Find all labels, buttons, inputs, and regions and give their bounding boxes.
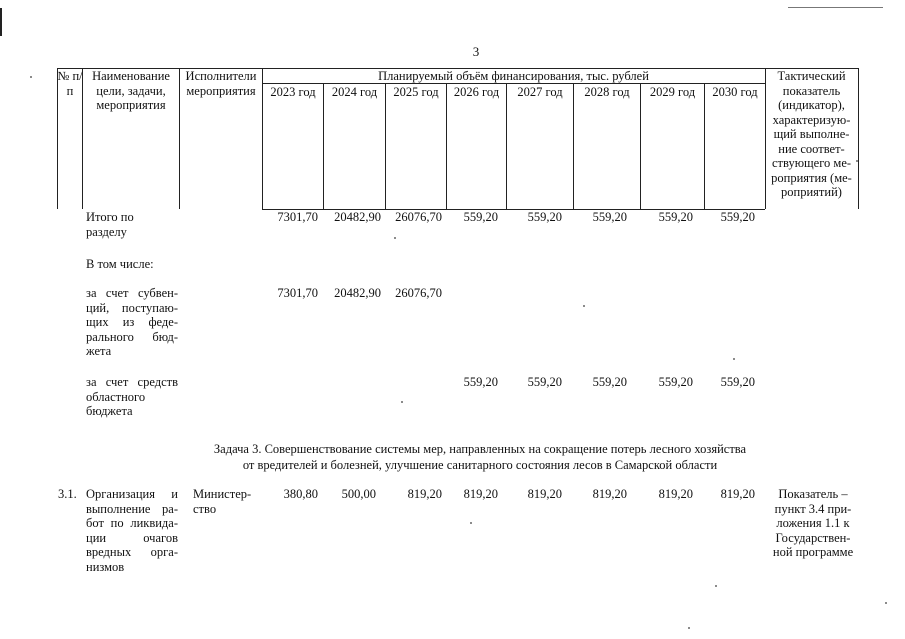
row-indicator-line: Государствен- (775, 530, 851, 545)
scan-edge-mark (0, 8, 2, 36)
row-indicator-line: ной программе (772, 545, 854, 559)
row-name (86, 286, 178, 359)
row-name-line: за счет средств (86, 375, 178, 389)
task-heading (120, 441, 840, 473)
header-year: 2023 год (270, 85, 316, 99)
col-border (573, 83, 574, 209)
row-indicator-line: ложения 1.1 к (776, 516, 850, 530)
row-name-line: бюджета (86, 404, 133, 418)
value-2025: 26076,70 (395, 210, 442, 224)
scan-speck (856, 160, 858, 162)
header-year: 2025 год (393, 85, 439, 99)
row-name-line: разделу (86, 224, 127, 239)
row-name-line: В том числе: (86, 257, 154, 271)
value-2028: 559,20 (592, 375, 627, 389)
header-year: 2028 год (584, 85, 630, 99)
row-name (86, 210, 178, 239)
row-name-line: за счет субвен- (86, 286, 178, 300)
header-year: 2026 год (453, 85, 500, 99)
header-name: Наименование цели, задачи, мероприятия (92, 69, 170, 112)
value-2026: 819,20 (463, 487, 498, 501)
value-2026: 559,20 (463, 375, 498, 389)
scan-speck (885, 602, 887, 604)
header-financing: Планируемый объём финансирования, тыс. рублей (378, 69, 649, 83)
value-2028: 819,20 (592, 487, 627, 501)
row-name-line: жета (86, 344, 112, 358)
header-indicator: Тактический показатель (индикатор), характеризую-щий выполне-ние соответ-ствующего ме-роприятия (ме-роприятий) (771, 69, 852, 199)
value-2027: 559,20 (527, 375, 562, 389)
header-num: № п/п (57, 69, 83, 98)
row-name-line: выполнение ра- (86, 501, 178, 516)
col-border (506, 83, 507, 209)
col-border (858, 68, 859, 209)
value-2023: 7301,70 (277, 286, 318, 300)
value-2029: 819,20 (658, 487, 693, 501)
row-executor (193, 487, 263, 516)
value-2025: 26076,70 (395, 286, 442, 300)
row-name (86, 257, 206, 272)
col-border (446, 83, 447, 209)
row-name-line: Организация и (86, 487, 178, 501)
value-2025: 819,20 (407, 487, 442, 501)
value-2030: 559,20 (720, 375, 755, 389)
row-executor-line: ство (193, 501, 217, 516)
value-2024: 500,00 (341, 487, 376, 501)
scan-speck (715, 585, 717, 587)
row-name (86, 375, 178, 419)
value-2027: 819,20 (527, 487, 562, 501)
col-border (704, 83, 705, 209)
row-name-line: вредных орга- (86, 545, 178, 559)
header-year: 2029 год (649, 85, 696, 99)
value-2030: 559,20 (720, 210, 755, 224)
scan-speck (583, 305, 585, 307)
scan-speck (30, 76, 32, 78)
row-name-line: низмов (86, 559, 125, 574)
row-number: 3.1. (58, 487, 77, 501)
value-2024: 20482,90 (334, 286, 381, 300)
task-heading-line: Задача 3. Совершенствование системы мер, направленных на сокращение потерь лесного хозяйства (213, 442, 747, 456)
row-executor-line: Министер- (193, 487, 252, 501)
scan-speck (394, 237, 396, 239)
header-year: 2024 год (331, 85, 378, 99)
row-indicator (766, 487, 860, 560)
scan-speck (401, 401, 403, 403)
col-border (765, 68, 766, 209)
value-2028: 559,20 (592, 210, 627, 224)
value-2029: 559,20 (658, 210, 693, 224)
col-border (640, 83, 641, 209)
value-2026: 559,20 (463, 210, 498, 224)
row-name-line: бот по ликвида- (86, 516, 178, 530)
scan-speck (470, 522, 472, 524)
row-name (86, 487, 178, 574)
value-2027: 559,20 (527, 210, 562, 224)
scan-speck (733, 358, 735, 360)
header-executors: Исполнители мероприятия (185, 69, 257, 98)
task-heading-line: от вредителей и болезней, улучшение санитарного состояния лесов в Самарской области (242, 458, 718, 472)
row-indicator-line: Показатель – (778, 487, 848, 501)
row-name-line: областного (86, 389, 146, 404)
scan-speck (688, 627, 690, 629)
value-2030: 819,20 (720, 487, 755, 501)
header-year: 2027 год (517, 85, 563, 99)
value-2029: 559,20 (658, 375, 693, 389)
row-name-line: щих из феде- (86, 315, 178, 329)
value-2023: 380,80 (283, 487, 318, 501)
row-indicator-line: пункт 3.4 при- (774, 501, 852, 516)
value-2024: 20482,90 (334, 210, 381, 224)
row-name-line: Итого по (86, 210, 134, 224)
col-border (385, 83, 386, 209)
row-name-line: рального бюд- (86, 329, 178, 344)
value-2023: 7301,70 (277, 210, 318, 224)
row-name-line: ции очагов (86, 530, 178, 545)
scan-top-dash (788, 7, 883, 8)
col-border (323, 83, 324, 209)
row-name-line: ций, поступаю- (86, 300, 178, 315)
header-year: 2030 год (712, 85, 758, 99)
page-number: 3 (472, 44, 480, 59)
